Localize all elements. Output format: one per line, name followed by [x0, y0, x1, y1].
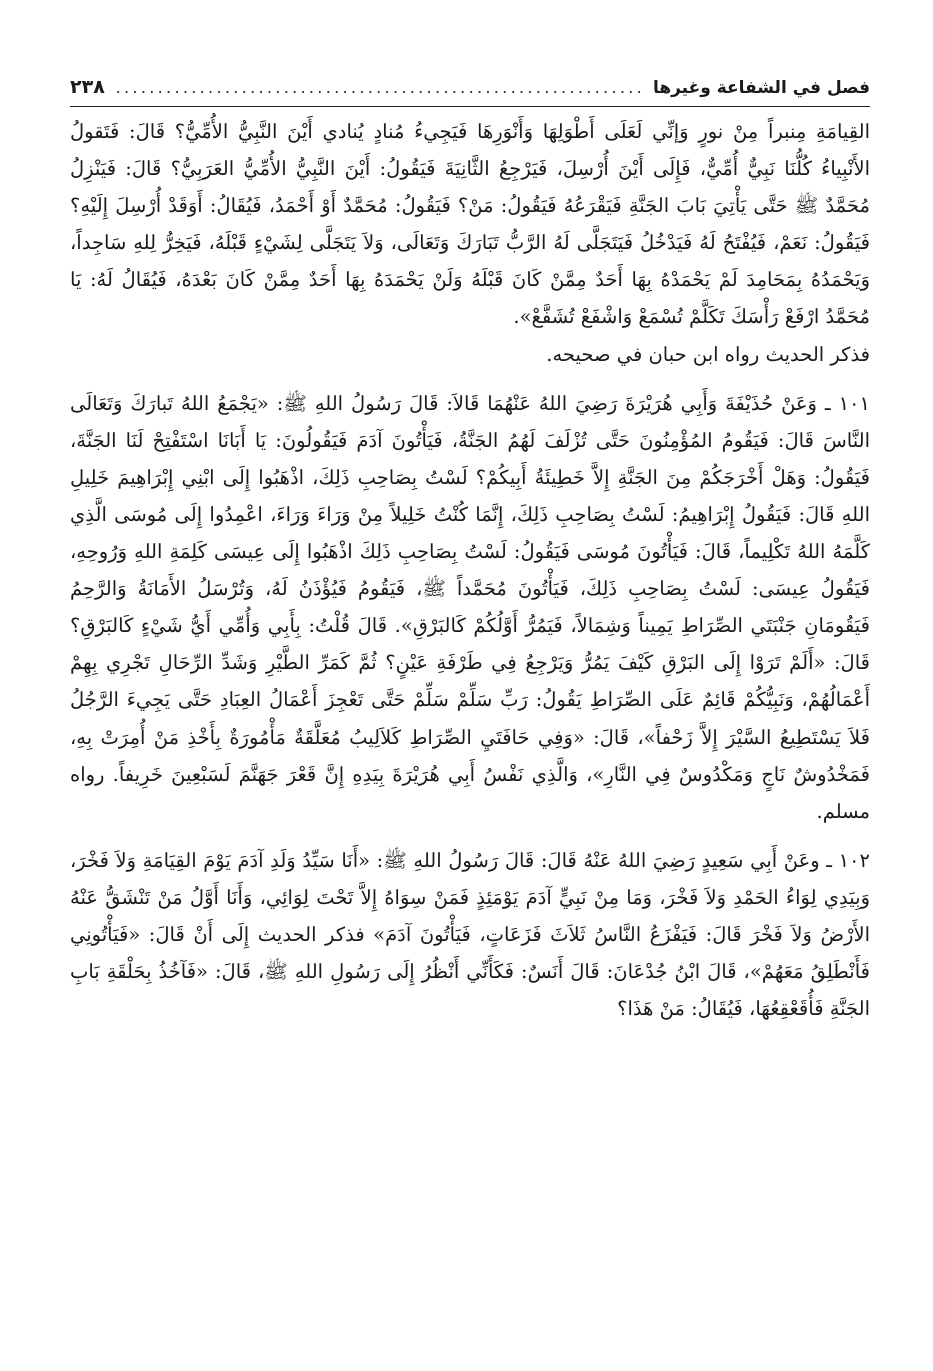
hadith-102-paragraph: ١٠٢ ـ وعَنْ أَبِي سَعِيدٍ رَضِيَ اللهُ عَنْهُ قَالَ: قَالَ رَسُولُ اللهِ ﷺ: «أَنَا سَيِّدُ وَلَدِ آدَمَ يَوْمَ القِيَامَةِ وَلاَ فَخْرَ، وَبِيَدِي لِوَاءُ الحَمْدِ وَلاَ فَخْرَ، وَمَا مِنْ نَبِيٍّ آدَمَ يَوْمَئِذٍ فَمَنْ سِوَاهُ إِلاَّ تَحْتَ لِوَائِي، وَأَنَا أَوَّلُ مَنْ تَنْشَقُّ عَنْهُ الأَرْضُ وَلاَ فَخْرَ قَالَ: فَيَفْزَعُ النَّاسُ ثَلاَثَ فَزَعَاتٍ، فَيَأْتُونَ آدَمَ» فذكر الحديث إِلَى أَنْ قَالَ: «فَيَأْتُونِي فَأَنْطَلِقُ مَعَهُمْ»، قَالَ ابْنُ جُدْعَانَ: قَالَ أَنَسٌ: فَكَأَنِّي أَنْظُرُ إِلَى رَسُولِ اللهِ ﷺ، قَالَ: «فَآخُذُ بِحَلْقَةِ بَابِ الجَنَّةِ فَأُقَعْقِعُهَا، فَيُقَالُ: مَنْ هَذَا؟ [70, 848, 870, 1021]
book-page [70, 72, 870, 1027]
header-rule [70, 106, 870, 107]
source-note: فذكر الحديث رواه ابن حبان في صحيحه. [546, 342, 870, 366]
paragraph-gap [70, 830, 870, 842]
hadith-continuation-paragraph: القِيامَةِ مِنبراً مِنْ نورٍ وَإنِّي لَعَلَى أَطْوَلِهَا وَأَنْوَرِهَا فَيَجِيءُ مُنادٍ يُنادي أَيْنَ النَّبِيُّ الأُمِّيُّ؟ قَالَ: فَتَقولُ الأَنْبِياءُ كُلُّنَا نَبِيٌّ أُمِّيٌّ، فَإِلَى أَيْنَ أُرْسِلَ، فَيَرْجِعُ الثَّانِيَةَ فَيَقُولُ: أَيْنَ النَّبِيُّ الأُمِّيُّ العَرَبِيُّ؟ قَالَ: فَيَنْزِلُ مُحَمَّدٌ ﷺ حَتَّى يَأْتِيَ بَابَ الجَنَّةِ فَيَقْرَعُهُ فَيَقُولُ: مَنْ؟ فَيَقُولُ: مُحَمَّدٌ أَوْ أَحْمَدُ، فَيُقَالُ: أَوَقَدْ أُرْسِلَ إِلَيْهِ؟ فَيَقُولُ: نَعَمْ، فَيُفْتَحُ لَهُ فَيَدْخُلُ فَيَتَجَلَّى لَهُ الرَّبُّ تَبَارَكَ وَتَعَالَى، وَلاَ يَتَجَلَّى لِشَيْءٍ قَبْلَهُ، فَيَخِرُّ لِلهِ سَاجِداً، وَيَحْمَدُهُ بِمَحَامِدَ لَمْ يَحْمَدْهُ بِهَا أَحَدٌ مِمَّنْ كَانَ قَبْلَهُ وَلَنْ يَحْمَدَهُ بِهَا أَحَدٌ مِمَّنْ كَانَ بَعْدَهُ، فَيُقَالُ لَهُ: يَا مُحَمَّدُ ارْفَعْ رَأْسَكَ تَكَلَّمْ تُسْمَعْ وَاشْفَعْ تُشَفَّعْ». [70, 120, 870, 329]
page-number: ٢٣٨ [70, 76, 105, 98]
hadith-101-paragraph: ١٠١ ـ وَعَنْ حُذَيْفَةَ وَأَبِي هُرَيْرَةَ رَضِيَ اللهُ عَنْهُمَا قَالاَ: قَالَ رَسُولُ اللهِ ﷺ: «يَجْمَعُ اللهُ تَبارَكَ وَتَعَالَى النَّاسَ قَالَ: فَيَقُومُ المُؤْمِنُونَ حَتَّى تُزْلَفَ لَهُمُ الجَنَّةُ، فَيَأْتُونَ آدَمَ فَيَقُولُونَ: يَا أَبَانَا اسْتَفْتِحْ لَنَا الجَنَّةَ، فَيَقُولُ: وَهَلْ أَخْرَجَكُمْ مِنَ الجَنَّةِ إِلاَّ خَطِيئَةُ أَبِيكُمْ؟ لَسْتُ بِصَاحِبِ ذَلِكَ، اذْهَبُوا إِلَى ابْنِي إِبْرَاهِيمَ خَلِيلِ اللهِ قَالَ: فَيَقُولُ إِبْرَاهِيمُ: لَسْتُ بِصَاحِبِ ذَلِكَ، إِنَّمَا كُنْتُ خَلِيلاً مِنْ وَرَاءَ وَرَاءَ، اعْمِدُوا إِلَى مُوسَى الَّذِي كَلَّمَهُ اللهُ تَكْلِيماً، قَالَ: فَيَأْتُونَ مُوسَى فَيَقُولُ: لَسْتُ بِصَاحِبِ ذَلِكَ اذْهَبُوا إِلَى عِيسَى كَلِمَةِ اللهِ وَرُوحِهِ، فَيَقُولُ عِيسَى: لَسْتُ بِصَاحِبِ ذَلِكَ، فَيَأْتُونَ مُحَمَّداً ﷺ، فَيَقُومُ فَيُؤْذَنُ لَهُ، وَتُرْسَلُ الأَمَانَةُ وَالرَّحِمُ فَيَقُومَانِ جَنْبَتَي الصِّرَاطِ يَمِيناً وَشِمَالاً، فَيَمُرُّ أَوَّلُكُمْ كَالبَرْقِ». قَالَ قُلْتُ: بِأَبِي وَأُمِّي أَيُّ شَيْءٍ كَالبَرْقِ؟ قَالَ: «أَلَمْ تَرَوْا إِلَى البَرْقِ كَيْفَ يَمُرُّ وَيَرْجِعُ فِي طَرْفَةِ عَيْنٍ؟ ثُمَّ كَمَرِّ الطَّيْرِ وَشَدِّ الرِّحَالِ تَجْرِي بِهِمْ أَعْمَالُهُمْ، وَنَبِيُّكُمْ قَائِمٌ عَلَى الصِّرَاطِ يَقُولُ: رَبِّ سَلِّمْ سَلِّمْ حَتَّى تَعْجِزَ أَعْمَالُ العِبَادِ حَتَّى يَجِيءَ الرَّجُلُ فَلاَ يَسْتَطِيعُ السَّيْرَ إِلاَّ زَحْفاً»، قَالَ: «وَفِي حَافَتَيِ الصِّرَاطِ كَلاَلِيبُ مُعَلَّقَةٌ مَأْمُورَةٌ بِأَخْذِ مَنْ أُمِرَتْ بِهِ، فَمَخْدُوشٌ نَاجٍ وَمَكْدُوسٌ فِي النَّارِ»، وَالَّذِي نَفْسُ أَبِي هُرَيْرَةَ بِيَدِهِ إِنَّ قَعْرَ جَهَنَّمَ لَسَبْعِينَ خَرِيفاً. رواه مسلم. [70, 391, 870, 823]
paragraph-gap [70, 373, 870, 385]
leader-dots [113, 73, 645, 103]
section-title: فصل في الشفاعة وغيرها [652, 78, 870, 98]
running-header [70, 72, 870, 102]
